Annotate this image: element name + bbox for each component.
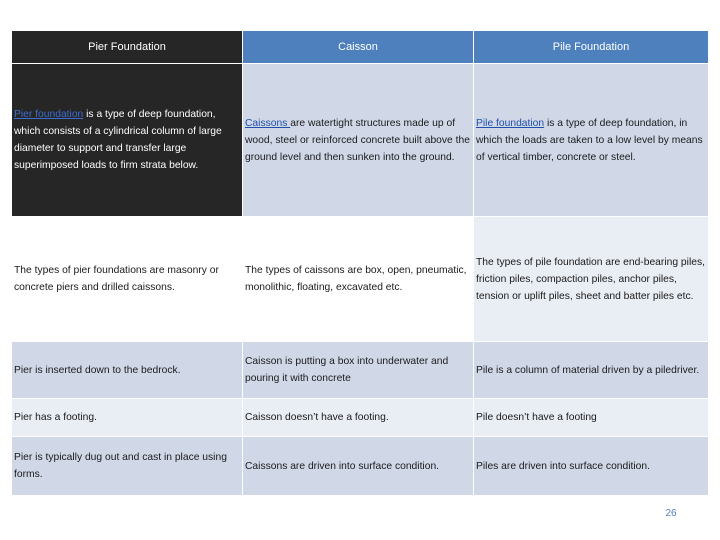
header-pile: Pile Foundation [474,31,709,64]
page-number: 26 [665,508,677,519]
table-row [12,399,709,437]
header-row [12,31,709,64]
table-row [12,217,709,342]
cell-caisson-construction: Caissons are driven into surface condition. [243,437,474,496]
cell-pile-insert: Pile is a column of material driven by a piledriver. [474,342,709,399]
cell-text: is a type of deep foundation, which consists of a cylindrical column of large diameter to support and transfer large superimposed loads to firm strata below. [14,109,222,171]
comparison-table [11,30,709,496]
header-pier: Pier Foundation [12,31,243,64]
pier-foundation-link[interactable]: Pier foundation [14,109,84,120]
cell-caisson-insert: Caisson is putting a box into underwater and pouring it with concrete [243,342,474,399]
cell-pier-types: The types of pier foundations are masonry or concrete piers and drilled caissons. [12,217,243,342]
cell-text: is a type of deep foundation, in which the loads are taken to a low level by means of vertical timber, concrete or steel. [476,117,703,163]
table-row [12,342,709,399]
cell-caisson-types: The types of caissons are box, open, pneumatic, monolithic, floating, excavated etc. [243,217,474,342]
header-caisson: Caisson [243,31,474,64]
cell-pile-types: The types of pile foundation are end-bearing piles, friction piles, compaction piles, anchor piles, tension or uplift piles, sheet and batter piles etc. [474,217,709,342]
cell-caisson-definition [243,64,474,217]
cell-pier-footing: Pier has a footing. [12,399,243,437]
pile-foundation-link[interactable]: Pile foundation [476,117,545,129]
cell-text: are watertight structures made up of wood, steel or reinforced concrete built above the ground level and then sunken into the ground. [245,117,470,163]
table-row [12,64,709,217]
cell-pier-definition [12,64,243,217]
cell-caisson-footing: Caisson doesn’t have a footing. [243,399,474,437]
cell-pile-definition [474,64,709,217]
caissons-link[interactable]: Caissons [245,117,291,129]
cell-pile-footing: Pile doesn’t have a footing [474,399,709,437]
cell-pier-construction: Pier is typically dug out and cast in place using forms. [12,437,243,496]
cell-pier-insert: Pier is inserted down to the bedrock. [12,342,243,399]
cell-pile-construction: Piles are driven into surface condition. [474,437,709,496]
table-row [12,437,709,496]
